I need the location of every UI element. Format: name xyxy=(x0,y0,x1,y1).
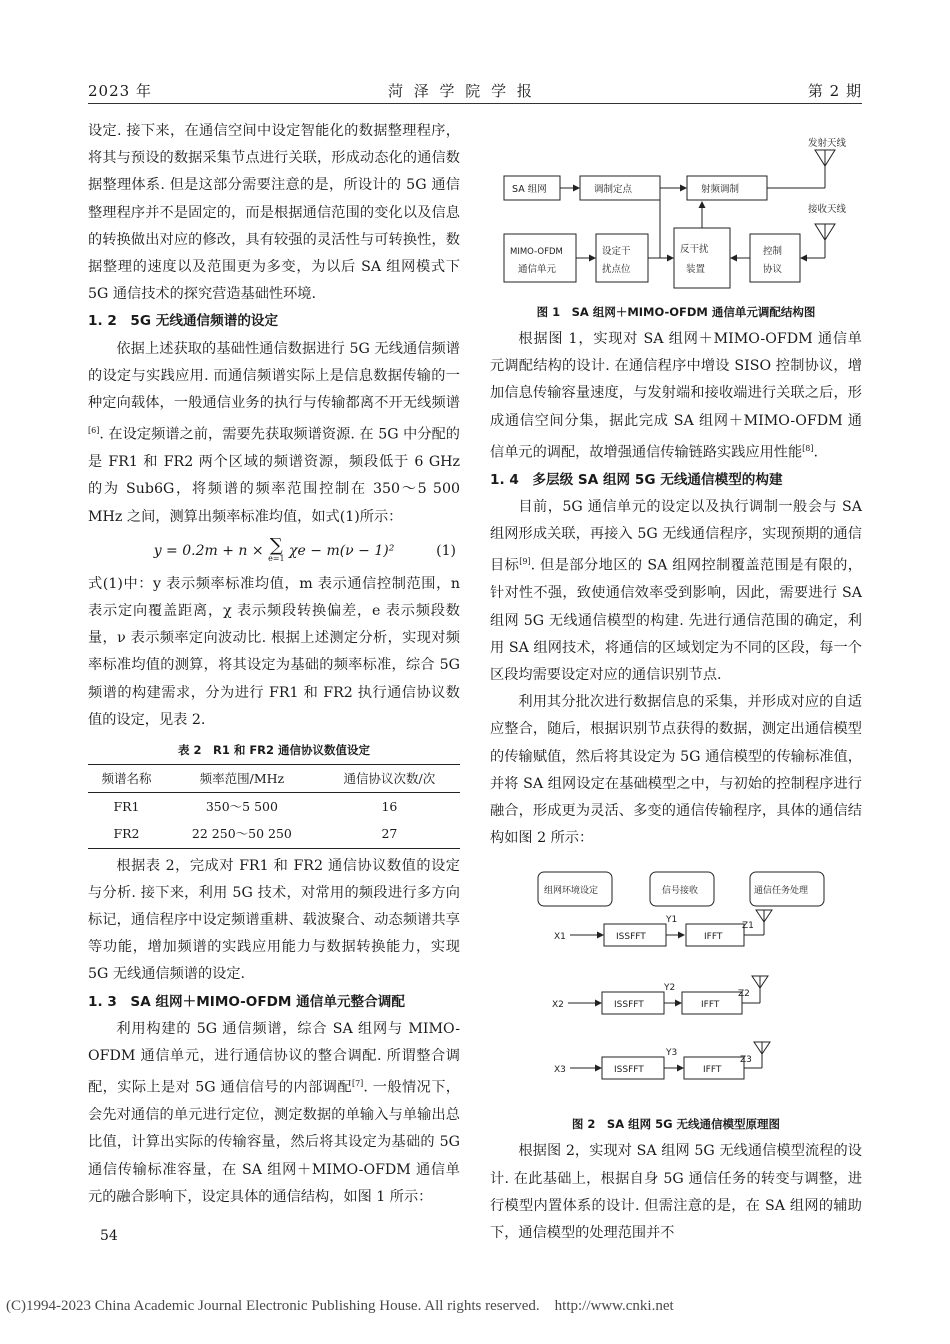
table-cell: 350～5 500 xyxy=(205,799,278,815)
copyright-text: (C)1994-2023 China Academic Journal Electronic Publishing House. All rights reserved. xyxy=(6,1298,540,1314)
paragraph-2: 依据上述获取的基础性通信数据进行 5G 无线通信频谱的设定与实践应用. 而通信频谱实际上是信息数据传输的一种定向载体，一般通信业务的执行与传输都离不开无线频谱[6]. 在设定频谱之前，需要先获取频谱资源. 在 5G 中分配的是 FR1 和 FR2 两个区域的频谱资源，频段低于 6 GHz 的为 Sub6G，将频谱的频率范围控制在 350～5 500 MHz 之间，测算出频率标准均值，如式(1)所示： xyxy=(88,340,460,525)
row-2 xyxy=(552,976,768,1014)
sa-net-label: SA 组网 xyxy=(512,184,547,195)
paragraph-7: 目前，5G 通信单元的设定以及执行调制一般会与 SA 组网形成关联，再接入 5G 无线通信程序，实现预期的通信目标[9]. 但是部分地区的 SA 组网控制覆盖范围是有限的，针对性不强，致使通信效率受到影响，因此，需要进行 SA 组网 5G 无线通信模型的构建. 先进行通信范围的确定，利用 SA 组网技术，将通信的区域划定为不同的区段，每一个区段均需要设定对应的通信识别节点. xyxy=(490,498,862,683)
figure-2-caption: 图 2 SA 组网 5G 无线通信模型原理图 xyxy=(571,1117,781,1132)
issfft-label: ISSFFT xyxy=(616,932,646,943)
citation-8[interactable]: [8] xyxy=(802,443,814,453)
y1-label: Y1 xyxy=(666,915,678,926)
header-journal-title: 菏 泽 学 院 学 报 xyxy=(388,82,535,100)
control-line1: 控制 xyxy=(763,246,783,257)
anti-line1: 反干扰 xyxy=(680,244,709,255)
paragraph-3: 式(1)中：y 表示频率标准均值，m 表示通信控制范围，n 表示定向覆盖距离，χ 表示频段转换偏差，e 表示频段数量，ν 表示频率定向波动比. 根据上述测定分析，实现对频率标准均值的测算，将其设定为基础的频率标准，综合 5G 频谱的构建需求，分为进行 FR1 和 FR2 执行通信协议数值的设定，见表 2. xyxy=(88,575,460,728)
table-2 xyxy=(88,764,460,849)
ifft-label: IFFT xyxy=(701,1000,720,1011)
mimo-line2: 通信单元 xyxy=(518,264,557,275)
env-setting-label: 组网环境设定 xyxy=(544,886,599,897)
formula-1 xyxy=(88,531,460,571)
formula-right: χe − m(ν − 1)² xyxy=(289,542,395,559)
ifft-label: IFFT xyxy=(704,932,723,943)
rx-antenna-label: 接收天线 xyxy=(808,204,847,215)
row-1 xyxy=(554,910,772,946)
task-processing-label: 通信任务处理 xyxy=(754,886,809,897)
table-header-cell: 通信协议次数/次 xyxy=(343,771,436,786)
right-column xyxy=(490,130,862,1247)
issfft-label: ISSFFT xyxy=(614,1000,644,1011)
paragraph-8: 利用其分批次进行数据信息的采集，并形成对应的自适应整合，随后，根据识别节点获得的数据，测定出通信模型的传输赋值，然后将其设定为 5G 通信模型的传输标准值，并将 SA 组网设定在基础模型之中，与初始的控制程序进行融合，形成更为灵活、多变的通信传输程序，具体的通信结构如图 2 所示： xyxy=(490,694,862,847)
formula-number: (1) xyxy=(436,542,456,559)
table-cell: 22 250～50 250 xyxy=(191,826,292,842)
cnki-link[interactable]: http://www.cnki.net xyxy=(554,1298,674,1314)
issfft-label: ISSFFT xyxy=(614,1065,644,1076)
table-header-cell: 频谱名称 xyxy=(101,771,152,786)
z1-label: Z1 xyxy=(742,921,754,932)
header-issue: 第 2 期 xyxy=(807,82,862,100)
copyright-footer xyxy=(6,1298,674,1315)
table-caption: 表 2 R1 和 FR2 通信协议数值设定 xyxy=(177,743,371,757)
citation-9[interactable]: [9] xyxy=(519,557,531,567)
interference-line2: 扰点位 xyxy=(602,264,631,275)
citation-6[interactable]: [6] xyxy=(88,426,100,436)
section-heading-1-3: 1. 3 SA 组网＋MIMO-OFDM 通信单元整合调配 xyxy=(88,993,405,1010)
anti-line2: 装置 xyxy=(686,264,706,275)
tx-antenna-label: 发射天线 xyxy=(808,138,847,149)
x2-label: X2 xyxy=(552,1000,564,1011)
y3-label: Y3 xyxy=(666,1048,678,1059)
table-cell: 16 xyxy=(381,799,398,815)
control-line2: 协议 xyxy=(763,264,783,275)
paragraph-1: 设定. 接下来，在通信空间中设定智能化的数据整理程序，将其与预设的数据采集节点进行关联，形成动态化的通信数据整理体系. 但是这部分需要注意的是，所设计的 5G 通信整理程序并不是固定的，而是根据通信范围的变化以及信息的转换做出对应的修改，具有较强的灵活性与可转换性，数据整理的速度以及范围更为多变，为以后 SA 组网模式下 5G 通信技术的探究营造基础性环境. xyxy=(88,123,460,303)
formula-left: y = 0.2m + n × xyxy=(153,542,264,559)
table-row xyxy=(88,793,460,821)
table-row xyxy=(88,820,460,848)
citation-7[interactable]: [7] xyxy=(351,1079,364,1089)
interference-line1: 设定干 xyxy=(602,246,631,257)
left-column xyxy=(88,118,460,1211)
figure-2-diagram xyxy=(490,860,862,1110)
signal-receive-label: 信号接收 xyxy=(662,886,699,897)
table-header-cell: 频率范围/MHz xyxy=(199,771,285,786)
table-header-row xyxy=(88,765,460,793)
row-3 xyxy=(554,1042,770,1079)
modulate-label: 调制定点 xyxy=(594,184,633,195)
table-cell: 27 xyxy=(381,826,398,842)
z3-label: Z3 xyxy=(740,1055,752,1066)
table-cell: FR1 xyxy=(113,799,140,815)
section-heading-1-2: 1. 2 5G 无线通信频谱的设定 xyxy=(88,313,279,330)
paragraph-6: 根据图 1，实现对 SA 组网＋MIMO-OFDM 通信单元调配结构的设计. 在通信程序中增设 SISO 控制协议，增加信息传输容量速度，与发射端和接收端进行关联之后，形成通信空间分集，据此完成 SA 组网＋MIMO-OFDM 通信单元的调配，故增强通信传输链路实践应用性能[8]. xyxy=(490,331,862,461)
x3-label: X3 xyxy=(554,1065,566,1076)
x1-label: X1 xyxy=(554,932,566,943)
rf-label: 射频调制 xyxy=(701,184,740,195)
header-year: 2023 年 xyxy=(88,82,152,100)
header-rule xyxy=(88,103,862,104)
ifft-label: IFFT xyxy=(703,1065,722,1076)
paragraph-5: 利用构建的 5G 通信频谱，综合 SA 组网与 MIMO-OFDM 通信单元，进行通信协议的整合调配. 所谓整合调配，实际上是对 5G 通信信号的内部调配[7]. 一般情况下，会先对通信的单元进行定位，测定数据的单输入与单输出总比值，计算出实际的传输容量，然后将其设定为基础的 5G 通信传输标准容量，在 SA 组网＋MIMO-OFDM 通信单元的融合影响下，设定具体的通信结构，如图 1 所示： xyxy=(88,1020,460,1205)
figure-1-diagram xyxy=(490,130,862,298)
z2-label: Z2 xyxy=(738,989,750,1000)
sum-symbol: ∑ e=1 xyxy=(268,534,285,563)
anti-interference-box xyxy=(674,228,730,288)
table-cell: FR2 xyxy=(113,826,140,842)
paragraph-4: 根据表 2，完成对 FR1 和 FR2 通信协议数值的设定与分析. 接下来，利用 5G 技术，对常用的频段进行多方向标记，通信程序中设定频谱重耕、载波聚合、动态频谱共享等功能，增加频谱的实践应用能力与数据转换能力，实现 5G 无线通信频谱的设定. xyxy=(88,857,460,983)
mimo-line1: MIMO-OFDM xyxy=(510,247,563,257)
page-number: 54 xyxy=(100,1228,118,1244)
figure-1-caption: 图 1 SA 组网＋MIMO-OFDM 通信单元调配结构图 xyxy=(536,305,816,319)
paragraph-9: 根据图 2，实现对 SA 组网 5G 无线通信模型流程的设计. 在此基础上，根据自身 5G 通信任务的转变与调整，进行模型内置体系的设计. 但需注意的是，在 SA 组网的辅助下，通信模型的处理范围并不 xyxy=(490,1143,862,1241)
y2-label: Y2 xyxy=(664,983,676,994)
section-heading-1-4: 1. 4 多层级 SA 组网 5G 无线通信模型的构建 xyxy=(490,471,783,488)
